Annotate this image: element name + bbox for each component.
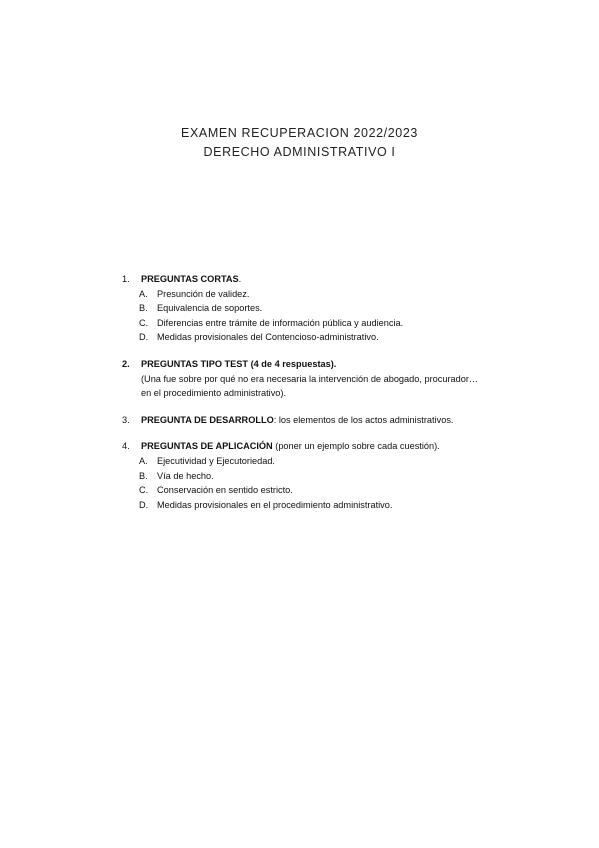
title-line-2: DERECHO ADMINISTRATIVO I (203, 145, 396, 159)
list-item: D. Medidas provisionales en el procedimiento administrativo. (139, 499, 393, 510)
section-heading: PREGUNTAS TIPO TEST (4 de 4 respuestas). (141, 358, 337, 369)
sub-list (122, 454, 552, 512)
list-item: B. Equivalencia de soportes. (139, 303, 263, 314)
section-heading: PREGUNTAS DE APLICACIÓN (141, 441, 273, 452)
section-heading-suffix: (poner un ejemplo sobre cada cuestión). (272, 441, 440, 452)
title-line-1: EXAMEN RECUPERACION 2022/2023 (181, 126, 418, 140)
list-item: A. Presunción de validez. (139, 288, 250, 299)
list-item: C. Diferencias entre trámite de información pública y audiencia. (139, 317, 404, 328)
section-number: 2. (122, 358, 130, 369)
section-essay-question (122, 413, 552, 428)
section-heading-suffix: : los elementos de los actos administrativos. (273, 414, 454, 425)
section-test-questions (122, 357, 552, 401)
sub-list (122, 287, 552, 345)
list-item: A. Ejecutividad y Ejecutoriedad. (139, 455, 275, 466)
section-number: 1. (122, 274, 130, 284)
exam-content (122, 272, 552, 524)
section-short-questions (122, 272, 552, 345)
list-item: C. Conservación en sentido estricto. (139, 485, 293, 496)
section-heading: PREGUNTAS CORTAS (141, 274, 239, 284)
section-note-line-1: (Una fue sobre por qué no era necesaria la intervención de abogado, procurador… (141, 373, 479, 384)
section-application-questions (122, 439, 552, 512)
section-heading: PREGUNTA DE DESARROLLO (141, 414, 274, 425)
section-note-line-2: en el procedimiento administrativo). (141, 388, 287, 399)
section-heading-suffix: . (238, 274, 242, 284)
list-item: B. Vía de hecho. (139, 470, 214, 481)
section-number: 4. (122, 441, 130, 452)
list-item: D. Medidas provisionales del Contencioso-administrativo. (139, 332, 379, 343)
section-number: 3. (122, 414, 130, 425)
exam-title (0, 124, 599, 162)
